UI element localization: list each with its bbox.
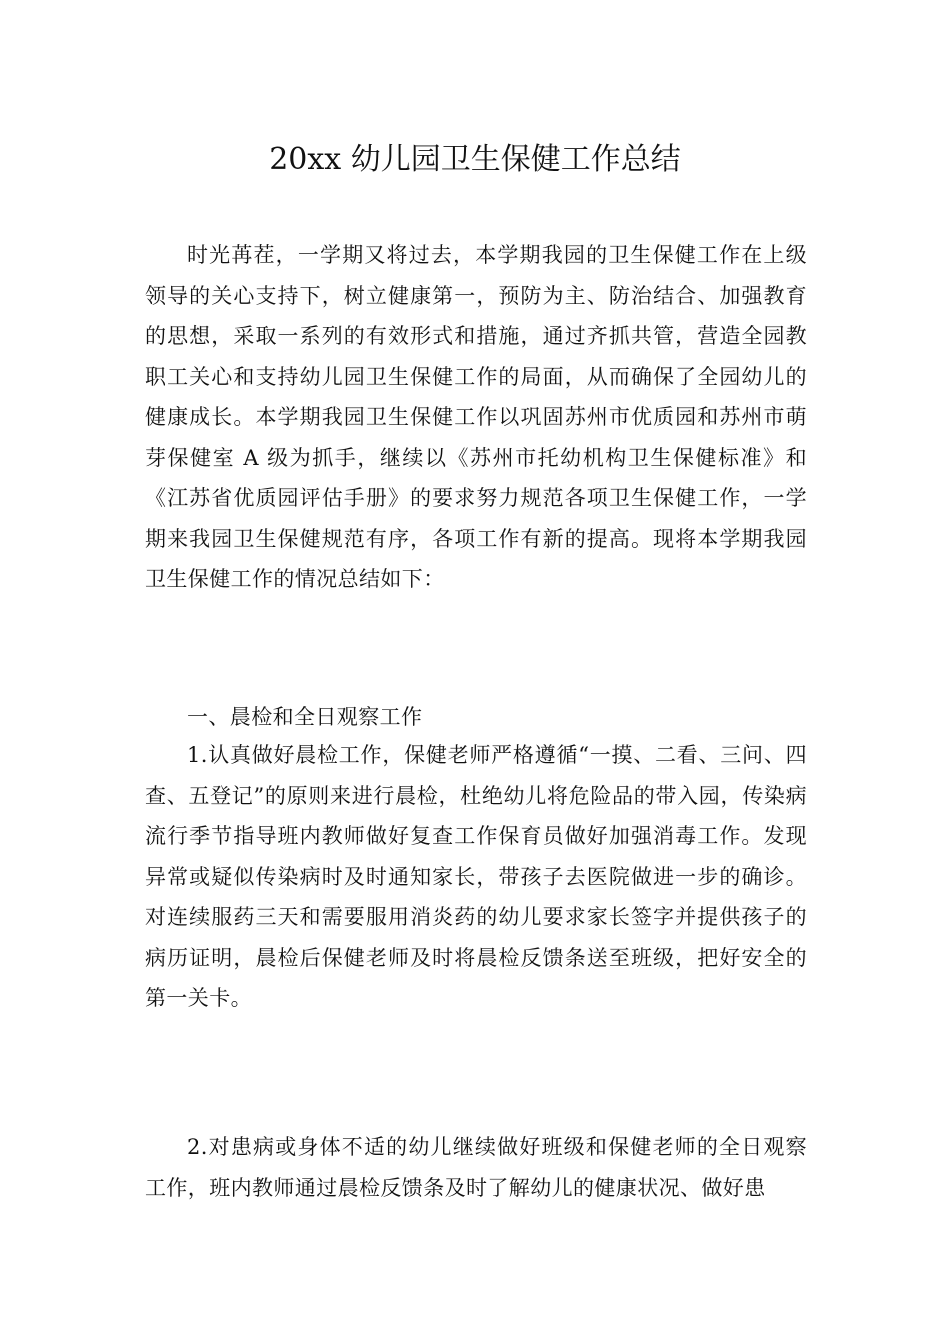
document-title: 20xx 幼儿园卫生保健工作总结 — [269, 142, 681, 177]
intro-paragraph: 时光苒茬，一学期又将过去，本学期我园的卫生保健工作在上级领导的关心支持下，树立健康第一，预防为主、防治结合、加强教育的思想，采取一系列的有效形式和措施，通过齐抓共管，营造全园教职工关心和支持幼儿园卫生保健工作的局面，从而确保了全园幼儿的健康成长。本学期我园卫生保健工作以巩固苏州市优质园和苏州市萌芽保健室 A 级为抓手，继续以《苏州市托幼机构卫生保健标准》和《江苏省优质园评估手册》的要求努力规范各项卫生保健工作，一学期来我园卫生保健规范有序，各项工作有新的提高。现将本学期我园卫生保健工作的情况总结如下： — [145, 243, 807, 591]
section-heading-morning-check: 一、晨检和全日观察工作 — [187, 705, 423, 729]
paragraph-item-2: 2.对患病或身体不适的幼儿继续做好班级和保健老师的全日观察工作，班内教师通过晨检反馈条及时了解幼儿的健康状况、做好患 — [145, 1135, 807, 1200]
paragraph-item-1: 1.认真做好晨检工作，保健老师严格遵循“一摸、二看、三问、四查、五登记”的原则来进行晨检，杜绝幼儿将危险品的带入园，传染病流行季节指导班内教师做好复查工作保育员做好加强消毒工作。发现异常或疑似传染病时及时通知家长，带孩子去医院做进一步的确诊。对连续服药三天和需要服用消炎药的幼儿要求家长签字并提供孩子的病历证明，晨检后保健老师及时将晨检反馈条送至班级，把好安全的第一关卡。 — [145, 743, 807, 1010]
